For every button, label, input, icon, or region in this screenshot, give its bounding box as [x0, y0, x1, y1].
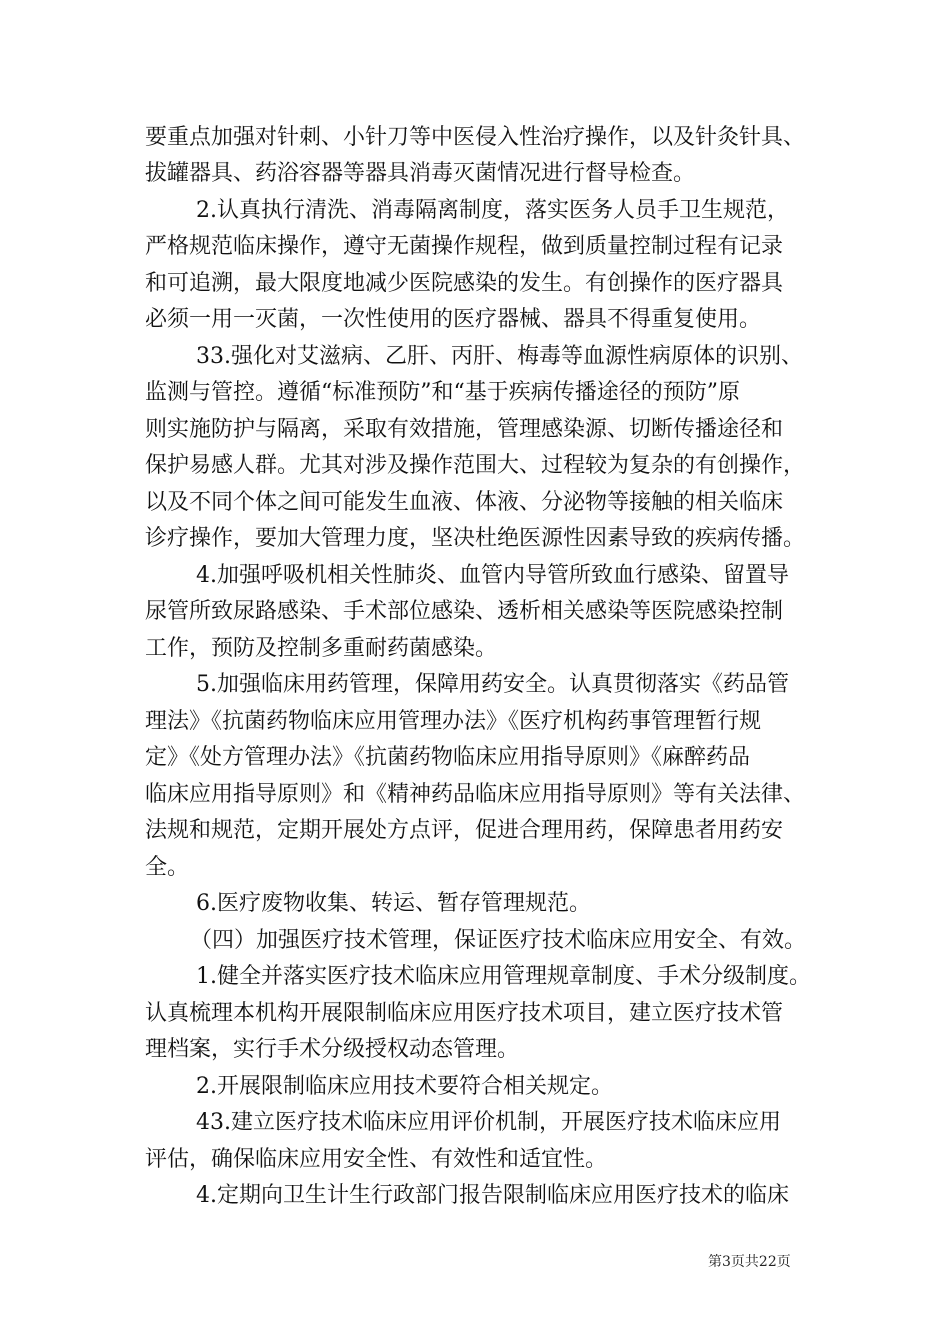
body-line: 2.认真执行清洗、消毒隔离制度，落实医务人员手卫生规范， — [196, 198, 789, 223]
section-heading: （四）加强医疗技术管理，保证医疗技术临床应用安全、有效。 — [190, 928, 807, 953]
body-line: 认真梳理本机构开展限制临床应用医疗技术项目，建立医疗技术管 — [145, 1001, 784, 1026]
body-line: 严格规范临床操作，遵守无菌操作规程，做到质量控制过程有记录 — [145, 234, 784, 259]
body-line: 诊疗操作，要加大管理力度，坚决杜绝医源性因素导致的疾病传播。 — [145, 526, 806, 551]
body-line: 5.加强临床用药管理，保障用药安全。认真贯彻落实《药品管 — [196, 672, 789, 697]
body-line: 2.开展限制临床应用技术要符合相关规定。 — [196, 1074, 613, 1099]
body-line: 理档案，实行手术分级授权动态管理。 — [145, 1037, 520, 1062]
page-number: 第3页共22页 — [708, 1254, 791, 1270]
body-line: 评估，确保临床应用安全性、有效性和适宜性。 — [145, 1147, 608, 1172]
body-line: 和可追溯，最大限度地减少医院感染的发生。有创操作的医疗器具 — [145, 271, 784, 296]
body-line: 法规和规范，定期开展处方点评，促进合理用药，保障患者用药安 — [145, 818, 784, 843]
body-line: 保护易感人群。尤其对涉及操作范围大、过程较为复杂的有创操作， — [145, 453, 806, 478]
body-line: 6.医疗废物收集、转运、暂存管理规范。 — [196, 891, 591, 916]
body-line: 1.健全并落实医疗技术临床应用管理规章制度、手术分级制度。 — [196, 964, 811, 989]
body-line: 43.建立医疗技术临床应用评价机制，开展医疗技术临床应用 — [196, 1110, 781, 1135]
body-line: 则实施防护与隔离，采取有效措施，管理感染源、切断传播途径和 — [145, 417, 784, 442]
body-line: 工作，预防及控制多重耐药菌感染。 — [145, 636, 498, 661]
body-line: 尿管所致尿路感染、手术部位感染、透析相关感染等医院感染控制 — [145, 599, 784, 624]
body-line: 4.定期向卫生计生行政部门报告限制临床应用医疗技术的临床 — [196, 1183, 789, 1208]
body-line: 全。 — [145, 855, 190, 880]
body-line: 定》《处方管理办法》《抗菌药物临床应用指导原则》《麻醉药品 — [145, 745, 751, 770]
body-line: 拔罐器具、药浴容器等器具消毒灭菌情况进行督导检查。 — [145, 161, 696, 186]
body-line: 33.强化对艾滋病、乙肝、丙肝、梅毒等血源性病原体的识别、 — [196, 344, 803, 369]
body-line: 临床应用指导原则》和《精神药品临床应用指导原则》等有关法律、 — [145, 782, 806, 807]
body-line: 以及不同个体之间可能发生血液、体液、分泌物等接触的相关临床 — [145, 490, 784, 515]
body-line: 4.加强呼吸机相关性肺炎、血管内导管所致血行感染、留置导 — [196, 563, 789, 588]
body-line: 理法》《抗菌药物临床应用管理办法》《医疗机构药事管理暂行规 — [145, 709, 762, 734]
body-line: 要重点加强对针刺、小针刀等中医侵入性治疗操作，以及针灸针具、 — [145, 125, 806, 150]
body-line: 监测与管控。遵循“标准预防”和“基于疾病传播途径的预防”原 — [145, 380, 740, 405]
body-line: 必须一用一灭菌，一次性使用的医疗器械、器具不得重复使用。 — [145, 307, 762, 332]
